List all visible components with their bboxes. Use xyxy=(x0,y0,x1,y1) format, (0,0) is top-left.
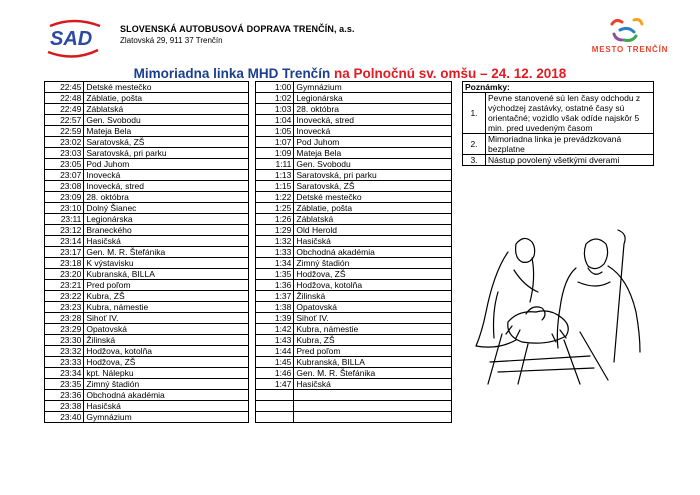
schedule-row xyxy=(256,401,452,412)
schedule-row xyxy=(45,313,249,324)
departure-time: 23:34 xyxy=(45,368,84,379)
stop-name: Hasičská xyxy=(84,401,249,412)
departure-time: 22:45 xyxy=(45,82,84,93)
stop-name: Žilinská xyxy=(294,291,452,302)
stop-name: Saratovská, pri parku xyxy=(294,170,452,181)
notes-table xyxy=(462,81,654,166)
stop-name xyxy=(294,412,452,423)
stop-name: Saratovská, pri parku xyxy=(84,148,249,159)
note-number: 3. xyxy=(463,155,486,166)
company-address: Zlatovská 29, 911 37 Trenčín xyxy=(120,36,223,45)
departure-time: 23:18 xyxy=(45,258,84,269)
schedule-row xyxy=(45,291,249,302)
stop-name: Žilinská xyxy=(84,335,249,346)
schedule-row xyxy=(45,115,249,126)
note-text: Pevne stanovené sú len časy odchodu z východzej zastávky, ostatné časy sú orientačné; vozidlo však odíde najskôr 5 min. pred uvedeným časom xyxy=(486,93,654,134)
schedule-table-night xyxy=(255,81,452,423)
schedule-row xyxy=(45,170,249,181)
departure-time: 22:57 xyxy=(45,115,84,126)
schedule-row xyxy=(45,192,249,203)
schedule-row xyxy=(256,302,452,313)
departure-time: 23:07 xyxy=(45,170,84,181)
stop-name: K výstavisku xyxy=(84,258,249,269)
departure-time: 23:30 xyxy=(45,335,84,346)
departure-time: 23:03 xyxy=(45,148,84,159)
schedule-row xyxy=(256,214,452,225)
stop-name: Hodžova, kotolňa xyxy=(84,346,249,357)
schedule-row xyxy=(45,401,249,412)
stop-name: Obchodná akadémia xyxy=(294,247,452,258)
stop-name: Inovecká, stred xyxy=(294,115,452,126)
departure-time: 1:34 xyxy=(256,258,294,269)
stop-name: Opatovská xyxy=(84,324,249,335)
departure-time: 1:26 xyxy=(256,214,294,225)
note-text: Mimoriadna linka je prevádzkovaná bezplatne xyxy=(486,134,654,155)
sad-logo xyxy=(44,18,104,58)
stop-name: Legionárska xyxy=(84,214,249,225)
stop-name: Opatovská xyxy=(294,302,452,313)
stop-name: Kubranská, BILLA xyxy=(84,269,249,280)
stop-name: Saratovská, ZŠ xyxy=(294,181,452,192)
departure-time: 1:13 xyxy=(256,170,294,181)
departure-time: 1:09 xyxy=(256,148,294,159)
stop-name: Záblatská xyxy=(84,104,249,115)
stop-name xyxy=(294,390,452,401)
stop-name: Old Herold xyxy=(294,225,452,236)
schedule-row xyxy=(256,181,452,192)
schedule-row xyxy=(256,137,452,148)
schedule-row xyxy=(256,324,452,335)
schedule-row xyxy=(45,368,249,379)
departure-time: 1:36 xyxy=(256,280,294,291)
stop-name: Záblatie, pošta xyxy=(84,93,249,104)
stop-name: Kubra, námestie xyxy=(294,324,452,335)
note-number: 1. xyxy=(463,93,486,134)
stop-name: Inovecká xyxy=(84,170,249,181)
stop-name: Detské mestečko xyxy=(84,82,249,93)
schedule-row xyxy=(256,170,452,181)
departure-time: 23:20 xyxy=(45,269,84,280)
departure-time: 1:00 xyxy=(256,82,294,93)
departure-time: 1:15 xyxy=(256,181,294,192)
stop-name: Hasičská xyxy=(294,379,452,390)
schedule-row xyxy=(256,148,452,159)
schedule-row xyxy=(45,181,249,192)
departure-time: 23:05 xyxy=(45,159,84,170)
stop-name: Kubranská, BILLA xyxy=(294,357,452,368)
nativity-scene-icon xyxy=(468,222,658,390)
schedule-row xyxy=(256,247,452,258)
schedule-row xyxy=(256,104,452,115)
schedule-row xyxy=(45,302,249,313)
departure-time: 1:35 xyxy=(256,269,294,280)
departure-time: 23:08 xyxy=(45,181,84,192)
schedule-row xyxy=(256,93,452,104)
departure-time: 1:43 xyxy=(256,335,294,346)
departure-time: 23:17 xyxy=(45,247,84,258)
city-logo-icon xyxy=(590,16,670,44)
schedule-row xyxy=(256,269,452,280)
departure-time: 1:05 xyxy=(256,126,294,137)
departure-time: 1:42 xyxy=(256,324,294,335)
schedule-row xyxy=(256,346,452,357)
schedule-row xyxy=(45,82,249,93)
departure-time: 23:32 xyxy=(45,346,84,357)
company-name: SLOVENSKÁ AUTOBUSOVÁ DOPRAVA TRENČÍN, a.s. xyxy=(120,24,355,34)
stop-name: Inovecká xyxy=(294,126,452,137)
stop-name: Hodžova, kotolňa xyxy=(294,280,452,291)
stop-name: Mateja Bela xyxy=(84,126,249,137)
departure-time: 1:38 xyxy=(256,302,294,313)
departure-time: 23:11 xyxy=(45,214,84,225)
stop-name: Záblatská xyxy=(294,214,452,225)
stop-name: kpt. Nálepku xyxy=(84,368,249,379)
departure-time: 1:46 xyxy=(256,368,294,379)
schedule-row xyxy=(256,159,452,170)
schedule-row xyxy=(45,148,249,159)
departure-time: 23:36 xyxy=(45,390,84,401)
departure-time: 23:33 xyxy=(45,357,84,368)
departure-time: 23:35 xyxy=(45,379,84,390)
departure-time: 1:44 xyxy=(256,346,294,357)
schedule-row xyxy=(45,335,249,346)
departure-time: 23:14 xyxy=(45,236,84,247)
schedule-row xyxy=(256,258,452,269)
schedule-row xyxy=(45,104,249,115)
schedule-row xyxy=(45,280,249,291)
departure-time: 22:49 xyxy=(45,104,84,115)
departure-time: 23:10 xyxy=(45,203,84,214)
stop-name: Obchodná akadémia xyxy=(84,390,249,401)
departure-time: 23:09 xyxy=(45,192,84,203)
stop-name: Sihoť IV. xyxy=(294,313,452,324)
stop-name: 28. októbra xyxy=(84,192,249,203)
schedule-row xyxy=(45,247,249,258)
departure-time: 23:12 xyxy=(45,225,84,236)
stop-name: Gen. Svobodu xyxy=(84,115,249,126)
departure-time xyxy=(256,412,294,423)
schedule-row xyxy=(45,214,249,225)
departure-time: 1:47 xyxy=(256,379,294,390)
stop-name: 28. októbra xyxy=(294,104,452,115)
schedule-row xyxy=(256,203,452,214)
stop-name xyxy=(294,401,452,412)
schedule-row xyxy=(45,137,249,148)
stop-name: Hodžova, ZŠ xyxy=(294,269,452,280)
page-title xyxy=(0,66,700,81)
departure-time: 1:02 xyxy=(256,93,294,104)
schedule-row xyxy=(45,390,249,401)
departure-time: 1:07 xyxy=(256,137,294,148)
schedule-row xyxy=(45,126,249,137)
stop-name: Hasičská xyxy=(294,236,452,247)
departure-time: 1:32 xyxy=(256,236,294,247)
stop-name: Kubra, námestie xyxy=(84,302,249,313)
departure-time: 1:11 xyxy=(256,159,294,170)
schedule-row xyxy=(256,82,452,93)
schedule-row xyxy=(256,291,452,302)
schedule-row xyxy=(256,412,452,423)
stop-name: Dolný Šianec xyxy=(84,203,249,214)
sad-logo-text: SAD xyxy=(50,28,93,50)
schedule-row xyxy=(45,236,249,247)
schedule-row xyxy=(256,357,452,368)
departure-time: 23:21 xyxy=(45,280,84,291)
schedule-row xyxy=(256,313,452,324)
schedule-row xyxy=(256,280,452,291)
city-logo-text: MESTO TRENČÍN xyxy=(591,45,669,54)
departure-time: 22:48 xyxy=(45,93,84,104)
schedule-row xyxy=(45,258,249,269)
stop-name: Mateja Bela xyxy=(294,148,452,159)
city-logo xyxy=(590,16,670,58)
stop-name: Inovecká, stred xyxy=(84,181,249,192)
schedule-row xyxy=(45,269,249,280)
schedule-row xyxy=(45,324,249,335)
departure-time: 23:02 xyxy=(45,137,84,148)
stop-name: Kubra, ZŠ xyxy=(84,291,249,302)
stop-name: Zimný štadión xyxy=(294,258,452,269)
schedule-row xyxy=(256,368,452,379)
title-highlight: na Polnočnú sv. omšu – 24. 12. 2018 xyxy=(333,66,567,81)
stop-name: Pod Juhom xyxy=(294,137,452,148)
stop-name: Gen. M. R. Štefánika xyxy=(294,368,452,379)
notes-heading: Poznámky: xyxy=(463,82,654,93)
departure-time: 1:39 xyxy=(256,313,294,324)
departure-time xyxy=(256,401,294,412)
departure-time: 1:04 xyxy=(256,115,294,126)
schedule-row xyxy=(256,390,452,401)
schedule-row xyxy=(45,346,249,357)
stop-name: Braneckého xyxy=(84,225,249,236)
note-text: Nástup povolený všetkými dverami xyxy=(486,155,654,166)
title-main: Mimoriadna linka MHD Trenčín xyxy=(133,66,331,81)
departure-time: 22:59 xyxy=(45,126,84,137)
departure-time: 23:29 xyxy=(45,324,84,335)
schedule-row xyxy=(45,412,249,423)
schedule-row xyxy=(256,126,452,137)
stop-name: Pred poľom xyxy=(294,346,452,357)
departure-time xyxy=(256,390,294,401)
stop-name: Záblatie, pošta xyxy=(294,203,452,214)
schedule-row xyxy=(45,203,249,214)
stop-name: Hasičská xyxy=(84,236,249,247)
stop-name: Gymnázium xyxy=(84,412,249,423)
schedule-row xyxy=(256,236,452,247)
departure-time: 1:03 xyxy=(256,104,294,115)
stop-name: Gen. Svobodu xyxy=(294,159,452,170)
note-number: 2. xyxy=(463,134,486,155)
departure-time: 1:29 xyxy=(256,225,294,236)
schedule-row xyxy=(45,357,249,368)
stop-name: Gymnázium xyxy=(294,82,452,93)
stop-name: Zimný štadión xyxy=(84,379,249,390)
departure-time: 23:40 xyxy=(45,412,84,423)
stop-name: Sihoť IV. xyxy=(84,313,249,324)
departure-time: 23:28 xyxy=(45,313,84,324)
schedule-table-evening xyxy=(44,81,249,423)
departure-time: 1:45 xyxy=(256,357,294,368)
schedule-row xyxy=(256,335,452,346)
departure-time: 1:37 xyxy=(256,291,294,302)
schedule-row xyxy=(45,225,249,236)
schedule-row xyxy=(256,192,452,203)
stop-name: Hodžova, ZŠ xyxy=(84,357,249,368)
stop-name: Pod Juhom xyxy=(84,159,249,170)
stop-name: Saratovská, ZŠ xyxy=(84,137,249,148)
departure-time: 23:22 xyxy=(45,291,84,302)
departure-time: 1:25 xyxy=(256,203,294,214)
departure-time: 1:33 xyxy=(256,247,294,258)
departure-time: 1:22 xyxy=(256,192,294,203)
stop-name: Gen. M. R. Štefánika xyxy=(84,247,249,258)
schedule-row xyxy=(256,115,452,126)
schedule-row xyxy=(256,379,452,390)
stop-name: Legionárska xyxy=(294,93,452,104)
stop-name: Detské mestečko xyxy=(294,192,452,203)
stop-name: Kubra, ZŠ xyxy=(294,335,452,346)
departure-time: 23:23 xyxy=(45,302,84,313)
schedule-row xyxy=(45,379,249,390)
departure-time: 23:38 xyxy=(45,401,84,412)
schedule-row xyxy=(256,225,452,236)
schedule-row xyxy=(45,93,249,104)
schedule-row xyxy=(45,159,249,170)
stop-name: Pred poľom xyxy=(84,280,249,291)
